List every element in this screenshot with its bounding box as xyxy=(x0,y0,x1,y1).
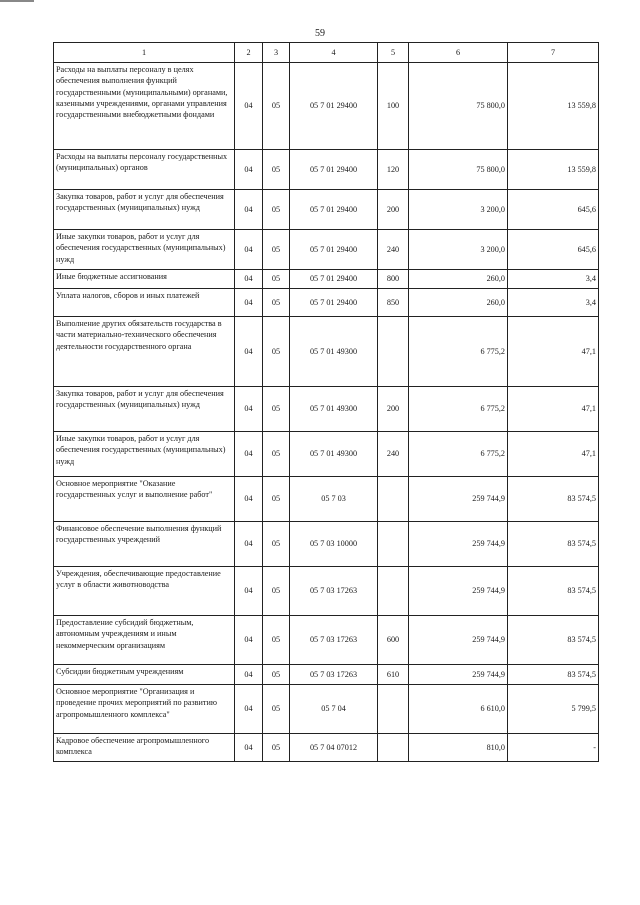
row-target-code: 05 7 03 17263 xyxy=(290,616,378,665)
row-plan-amount: 259 744,9 xyxy=(409,477,508,522)
table-row xyxy=(54,432,599,477)
row-subsection: 05 xyxy=(263,270,290,289)
row-actual-amount: 645,6 xyxy=(508,230,599,270)
row-section: 04 xyxy=(235,387,263,432)
table-row xyxy=(54,665,599,685)
table-row xyxy=(54,387,599,432)
row-actual-amount: 47,1 xyxy=(508,317,599,387)
row-plan-amount: 75 800,0 xyxy=(409,150,508,190)
row-actual-amount: - xyxy=(508,734,599,762)
row-expense-type xyxy=(378,317,409,387)
row-section: 04 xyxy=(235,522,263,567)
table-row xyxy=(54,685,599,734)
row-plan-amount: 260,0 xyxy=(409,289,508,317)
row-name: Уплата налогов, сборов и иных платежей xyxy=(54,289,235,317)
row-target-code: 05 7 01 49300 xyxy=(290,432,378,477)
row-subsection: 05 xyxy=(263,567,290,616)
column-header: 5 xyxy=(378,43,409,63)
row-section: 04 xyxy=(235,289,263,317)
column-header: 7 xyxy=(508,43,599,63)
row-plan-amount: 260,0 xyxy=(409,270,508,289)
table-row xyxy=(54,567,599,616)
row-section: 04 xyxy=(235,190,263,230)
row-name: Закупка товаров, работ и услуг для обеспечения государственных (муниципальных) нужд xyxy=(54,387,235,432)
row-plan-amount: 6 775,2 xyxy=(409,317,508,387)
row-target-code: 05 7 03 17263 xyxy=(290,567,378,616)
row-expense-type: 200 xyxy=(378,387,409,432)
row-subsection: 05 xyxy=(263,477,290,522)
row-section: 04 xyxy=(235,567,263,616)
row-target-code: 05 7 03 17263 xyxy=(290,665,378,685)
row-actual-amount: 83 574,5 xyxy=(508,522,599,567)
row-section: 04 xyxy=(235,734,263,762)
row-actual-amount: 47,1 xyxy=(508,432,599,477)
row-name: Расходы на выплаты персоналу в целях обеспечения выполнения функций государственными (муниципальными) органами, казенными учреждениями, органами управления государственными внебюджетными фондами xyxy=(54,63,235,150)
row-expense-type: 240 xyxy=(378,432,409,477)
row-plan-amount: 3 200,0 xyxy=(409,190,508,230)
row-subsection: 05 xyxy=(263,522,290,567)
row-subsection: 05 xyxy=(263,230,290,270)
row-section: 04 xyxy=(235,63,263,150)
table-row xyxy=(54,270,599,289)
row-name: Основное мероприятие "Организация и проведение прочих мероприятий по развитию агропромышленного комплекса" xyxy=(54,685,235,734)
row-actual-amount: 3,4 xyxy=(508,270,599,289)
row-subsection: 05 xyxy=(263,665,290,685)
row-actual-amount: 3,4 xyxy=(508,289,599,317)
row-actual-amount: 83 574,5 xyxy=(508,665,599,685)
table-row xyxy=(54,150,599,190)
row-name: Основное мероприятие "Оказание государственных услуг и выполнение работ" xyxy=(54,477,235,522)
page-number: 59 xyxy=(315,28,325,39)
row-actual-amount: 5 799,5 xyxy=(508,685,599,734)
table-row xyxy=(54,477,599,522)
table-row xyxy=(54,734,599,762)
row-section: 04 xyxy=(235,317,263,387)
row-actual-amount: 83 574,5 xyxy=(508,477,599,522)
row-name: Выполнение других обязательств государства в части материально-технического обеспечения деятельности государственного органа xyxy=(54,317,235,387)
row-actual-amount: 645,6 xyxy=(508,190,599,230)
row-name: Иные бюджетные ассигнования xyxy=(54,270,235,289)
row-target-code: 05 7 01 29400 xyxy=(290,230,378,270)
row-target-code: 05 7 01 29400 xyxy=(290,150,378,190)
row-name: Кадровое обеспечение агропромышленного комплекса xyxy=(54,734,235,762)
row-subsection: 05 xyxy=(263,616,290,665)
row-subsection: 05 xyxy=(263,150,290,190)
table-row xyxy=(54,522,599,567)
row-target-code: 05 7 03 xyxy=(290,477,378,522)
row-expense-type: 240 xyxy=(378,230,409,270)
row-actual-amount: 13 559,8 xyxy=(508,63,599,150)
row-name: Финансовое обеспечение выполнения функций государственных учреждений xyxy=(54,522,235,567)
column-header: 2 xyxy=(235,43,263,63)
row-expense-type: 200 xyxy=(378,190,409,230)
row-plan-amount: 6 775,2 xyxy=(409,387,508,432)
row-name: Расходы на выплаты персоналу государственных (муниципальных) органов xyxy=(54,150,235,190)
row-section: 04 xyxy=(235,150,263,190)
row-section: 04 xyxy=(235,616,263,665)
corner-mark xyxy=(0,0,34,2)
row-actual-amount: 47,1 xyxy=(508,387,599,432)
row-expense-type xyxy=(378,477,409,522)
row-name: Предоставление субсидий бюджетным, автономным учреждениям и иным некоммерческим организациям xyxy=(54,616,235,665)
column-header: 6 xyxy=(409,43,508,63)
row-target-code: 05 7 04 07012 xyxy=(290,734,378,762)
row-target-code: 05 7 03 10000 xyxy=(290,522,378,567)
table-row xyxy=(54,230,599,270)
header-row xyxy=(54,43,599,63)
row-subsection: 05 xyxy=(263,432,290,477)
row-expense-type: 850 xyxy=(378,289,409,317)
row-target-code: 05 7 04 xyxy=(290,685,378,734)
row-subsection: 05 xyxy=(263,685,290,734)
row-expense-type: 600 xyxy=(378,616,409,665)
row-expense-type xyxy=(378,567,409,616)
row-expense-type xyxy=(378,522,409,567)
row-section: 04 xyxy=(235,477,263,522)
row-actual-amount: 13 559,8 xyxy=(508,150,599,190)
row-name: Иные закупки товаров, работ и услуг для обеспечения государственных (муниципальных) нужд xyxy=(54,432,235,477)
column-header: 3 xyxy=(263,43,290,63)
row-name: Иные закупки товаров, работ и услуг для обеспечения государственных (муниципальных) нужд xyxy=(54,230,235,270)
table-row xyxy=(54,63,599,150)
row-expense-type xyxy=(378,734,409,762)
row-subsection: 05 xyxy=(263,734,290,762)
table-body xyxy=(54,63,599,762)
column-header: 4 xyxy=(290,43,378,63)
row-subsection: 05 xyxy=(263,190,290,230)
row-section: 04 xyxy=(235,665,263,685)
row-target-code: 05 7 01 49300 xyxy=(290,317,378,387)
row-expense-type xyxy=(378,685,409,734)
row-expense-type: 120 xyxy=(378,150,409,190)
row-plan-amount: 259 744,9 xyxy=(409,522,508,567)
row-plan-amount: 259 744,9 xyxy=(409,665,508,685)
row-actual-amount: 83 574,5 xyxy=(508,616,599,665)
row-actual-amount: 83 574,5 xyxy=(508,567,599,616)
table-row xyxy=(54,616,599,665)
row-target-code: 05 7 01 29400 xyxy=(290,190,378,230)
table-row xyxy=(54,289,599,317)
row-expense-type: 100 xyxy=(378,63,409,150)
row-section: 04 xyxy=(235,432,263,477)
row-subsection: 05 xyxy=(263,63,290,150)
row-plan-amount: 810,0 xyxy=(409,734,508,762)
budget-table xyxy=(53,42,599,762)
column-header: 1 xyxy=(54,43,235,63)
row-target-code: 05 7 01 29400 xyxy=(290,63,378,150)
table-row xyxy=(54,317,599,387)
row-plan-amount: 6 610,0 xyxy=(409,685,508,734)
table-row xyxy=(54,190,599,230)
row-section: 04 xyxy=(235,685,263,734)
row-expense-type: 610 xyxy=(378,665,409,685)
row-expense-type: 800 xyxy=(378,270,409,289)
row-subsection: 05 xyxy=(263,387,290,432)
row-plan-amount: 6 775,2 xyxy=(409,432,508,477)
row-target-code: 05 7 01 29400 xyxy=(290,289,378,317)
row-target-code: 05 7 01 49300 xyxy=(290,387,378,432)
row-subsection: 05 xyxy=(263,317,290,387)
row-name: Учреждения, обеспечивающие предоставление услуг в области животноводства xyxy=(54,567,235,616)
row-plan-amount: 259 744,9 xyxy=(409,567,508,616)
row-plan-amount: 3 200,0 xyxy=(409,230,508,270)
row-plan-amount: 259 744,9 xyxy=(409,616,508,665)
row-section: 04 xyxy=(235,270,263,289)
row-name: Субсидии бюджетным учреждениям xyxy=(54,665,235,685)
row-target-code: 05 7 01 29400 xyxy=(290,270,378,289)
row-plan-amount: 75 800,0 xyxy=(409,63,508,150)
row-subsection: 05 xyxy=(263,289,290,317)
row-name: Закупка товаров, работ и услуг для обеспечения государственных (муниципальных) нужд xyxy=(54,190,235,230)
row-section: 04 xyxy=(235,230,263,270)
